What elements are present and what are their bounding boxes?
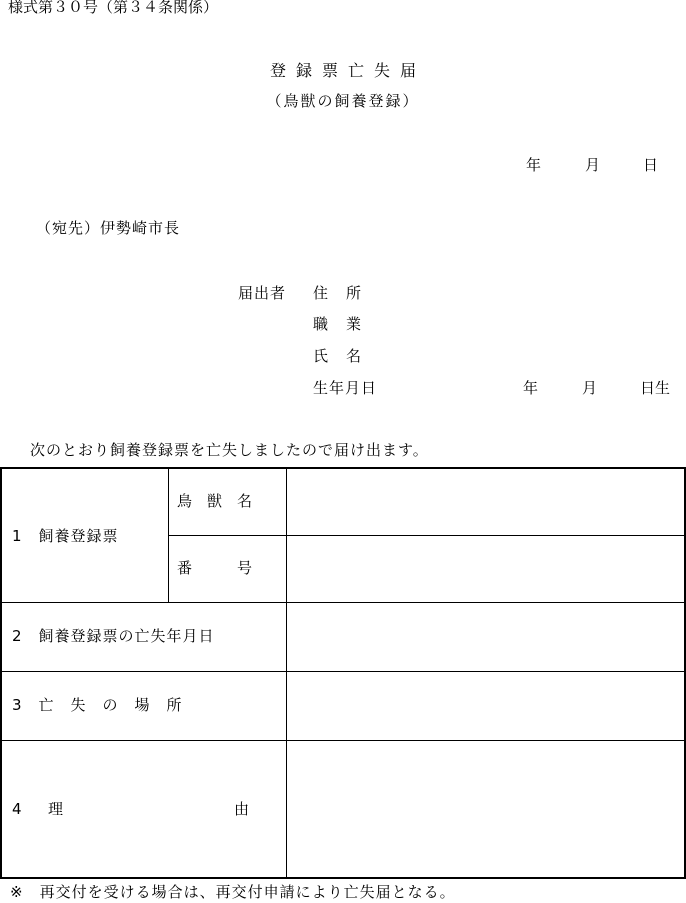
row4-label-right: 由 — [234, 800, 250, 818]
applicant-address-label: 住所 — [313, 284, 380, 302]
col-divider-value — [286, 469, 287, 877]
row1-sub2-label: 番 号 — [177, 559, 253, 577]
footnote: ※ 再交付を受ける場合は、再交付申請により亡失届となる。 — [10, 883, 456, 901]
row1-label: 1 飼養登録票 — [12, 527, 119, 545]
birth-day-label: 日生 — [640, 379, 671, 397]
date-day-label: 日 — [643, 156, 659, 174]
loss-report-table — [0, 467, 686, 879]
form-title: 登録票亡失届 — [269, 61, 426, 80]
reason-field[interactable] — [288, 742, 683, 876]
loss-place-field[interactable] — [288, 673, 683, 739]
bird-name-field[interactable] — [288, 470, 683, 534]
applicant-heading: 届出者 — [238, 284, 287, 302]
row1-sub1-label: 鳥 獣 名 — [177, 492, 253, 510]
loss-date-field[interactable] — [288, 604, 683, 670]
birth-month-label: 月 — [582, 379, 598, 397]
row-divider-2 — [2, 671, 684, 672]
applicant-birthdate-label: 生年月日 — [313, 379, 378, 397]
birth-year-label: 年 — [523, 379, 539, 397]
applicant-occupation-label: 職業 — [313, 315, 380, 333]
row-divider-3 — [2, 740, 684, 741]
date-month-label: 月 — [585, 156, 601, 174]
row4-number: 4 — [12, 800, 22, 818]
registration-number-field[interactable] — [288, 537, 683, 601]
row4-label-left: 理 — [48, 800, 64, 818]
row-divider-1 — [2, 602, 684, 603]
row2-label: 2 飼養登録票の亡失年月日 — [12, 627, 215, 645]
addressee: （宛先）伊勢崎市長 — [36, 219, 181, 237]
date-year-label: 年 — [526, 156, 542, 174]
form-subtitle: （鳥獣の飼養登録） — [266, 92, 420, 110]
form-number: 様式第３０号（第３４条関係） — [8, 0, 219, 16]
row3-label: 3 亡 失 の 場 所 — [12, 696, 183, 714]
col-divider-sub — [168, 469, 169, 602]
subrow-divider — [168, 535, 684, 536]
applicant-name-label: 氏名 — [313, 347, 380, 365]
statement: 次のとおり飼養登録票を亡失しましたので届け出ます。 — [30, 441, 429, 459]
